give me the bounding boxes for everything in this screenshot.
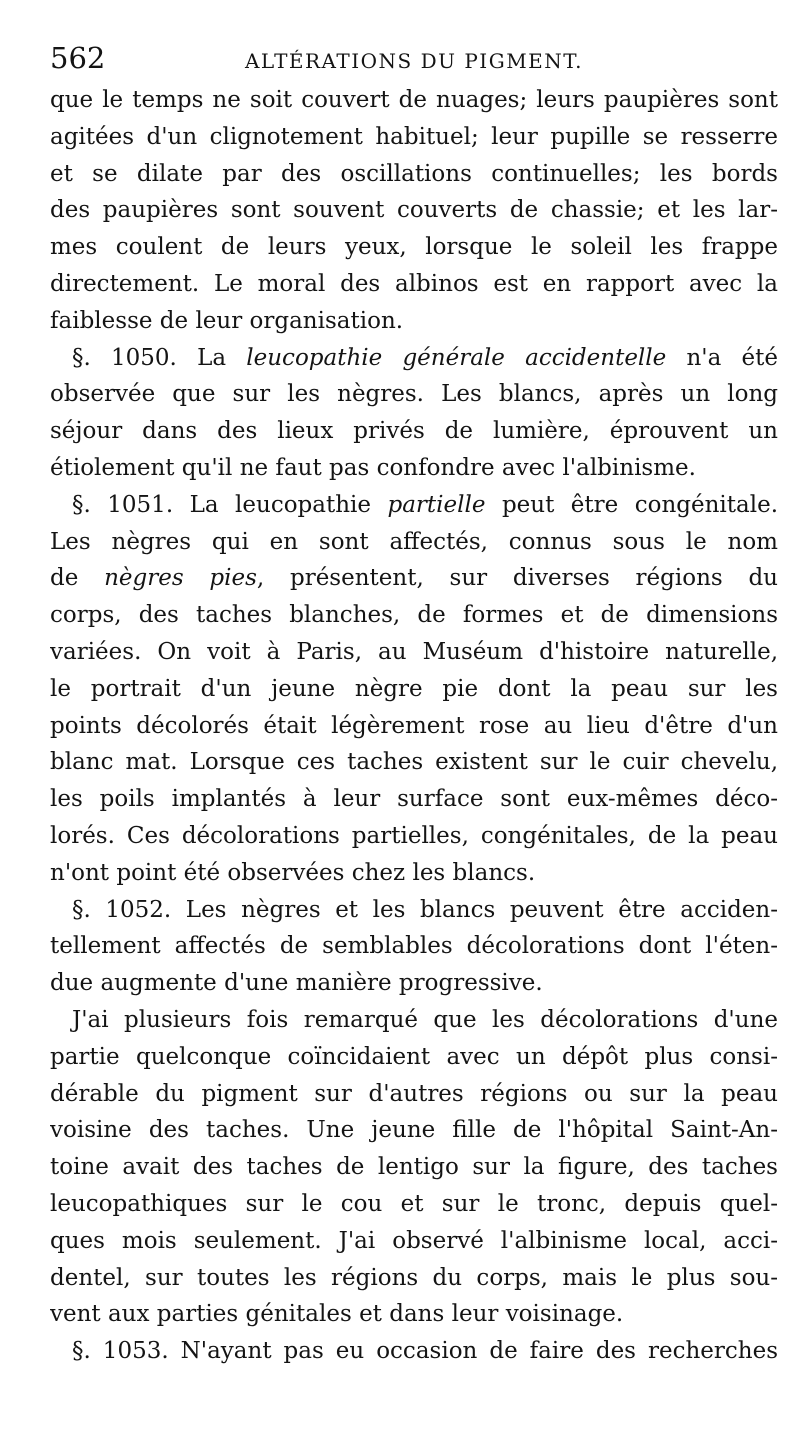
running-title: ALTÉRATIONS DU PIGMENT. xyxy=(244,49,584,73)
text-line xyxy=(50,634,778,671)
text-line xyxy=(50,1149,778,1186)
text-segment: leucopathiques sur le cou et sur le tronc, depuis quel- xyxy=(50,1190,778,1217)
text-segment: lorés. Ces décolorations partielles, congénitales, de la peau xyxy=(50,822,778,849)
text-line xyxy=(50,524,778,561)
text-line xyxy=(50,450,778,487)
text-segment: §. 1051. La leucopathie xyxy=(72,491,388,518)
text-segment: §. 1050. La xyxy=(72,344,247,371)
text-line xyxy=(50,192,778,229)
book-page xyxy=(50,38,778,1370)
text-line xyxy=(50,156,778,193)
text-line xyxy=(50,855,778,892)
text-segment: observée que sur les nègres. Les blancs, après un long xyxy=(50,381,778,408)
text-segment: Les nègres qui en sont affectés, connus sous le nom xyxy=(50,528,778,555)
text-segment: , présentent, sur diverses régions du xyxy=(256,565,778,592)
text-line xyxy=(50,781,778,818)
italic-phrase: nègres pies xyxy=(104,565,257,592)
text-line xyxy=(50,266,778,303)
text-line xyxy=(50,413,778,450)
text-line xyxy=(50,1333,778,1370)
text-segment: étiolement qu'il ne faut pas confondre avec l'albinisme. xyxy=(50,454,696,481)
text-segment: que le temps ne soit couvert de nuages; leurs paupières sont xyxy=(50,87,778,113)
text-segment: toine avait des taches de lentigo sur la figure, des taches xyxy=(50,1154,778,1181)
text-line xyxy=(50,892,778,929)
text-line xyxy=(50,303,778,340)
text-segment: vent aux parties génitales et dans leur voisinage. xyxy=(50,1301,624,1328)
text-segment: n'a été xyxy=(666,344,778,371)
running-head xyxy=(50,38,778,82)
text-line xyxy=(50,597,778,634)
text-line xyxy=(50,119,778,156)
text-segment: dentel, sur toutes les régions du corps, mais le plus sou- xyxy=(50,1264,778,1291)
text-segment: J'ai plusieurs fois remarqué que les décolorations d'une xyxy=(72,1006,778,1033)
text-segment: le portrait d'un jeune nègre pie dont la peau sur les xyxy=(50,675,778,702)
text-segment: points décolorés était légèrement rose au lieu d'être d'un xyxy=(50,712,778,739)
text-line xyxy=(50,82,778,119)
text-line xyxy=(50,1260,778,1297)
text-line xyxy=(50,560,778,597)
text-line xyxy=(50,229,778,266)
italic-phrase: leucopathie générale accidentelle xyxy=(246,344,667,371)
text-line xyxy=(50,744,778,781)
text-line xyxy=(50,1223,778,1260)
text-line xyxy=(50,1112,778,1149)
text-line xyxy=(50,1039,778,1076)
text-segment: des paupières sont souvent couverts de chassie; et les lar- xyxy=(50,197,778,224)
body-text xyxy=(50,82,778,1370)
text-segment: due augmente d'une manière progressive. xyxy=(50,970,543,997)
text-line xyxy=(50,671,778,708)
text-segment: n'ont point été observées chez les blancs. xyxy=(50,859,536,886)
text-segment: tellement affectés de semblables décolorations dont l'éten- xyxy=(50,933,778,960)
text-segment: et se dilate par des oscillations continuelles; les bords xyxy=(50,160,778,187)
text-line xyxy=(50,965,778,1002)
text-segment: ques mois seulement. J'ai observé l'albinisme local, acci- xyxy=(50,1227,778,1254)
text-line xyxy=(50,340,778,377)
text-segment: variées. On voit à Paris, au Muséum d'histoire naturelle, xyxy=(50,638,778,665)
text-segment: agitées d'un clignotement habituel; leur pupille se resserre xyxy=(50,123,778,150)
text-line xyxy=(50,1076,778,1113)
text-segment: voisine des taches. Une jeune fille de l'hôpital Saint-An- xyxy=(50,1117,778,1144)
text-line xyxy=(50,487,778,524)
text-segment: blanc mat. Lorsque ces taches existent sur le cuir chevelu, xyxy=(50,749,778,776)
text-segment: mes coulent de leurs yeux, lorsque le soleil les frappe xyxy=(50,234,778,261)
text-segment: partie quelconque coïncidaient avec un dépôt plus consi- xyxy=(50,1043,778,1070)
text-line xyxy=(50,376,778,413)
italic-phrase: partielle xyxy=(387,491,486,518)
text-segment: directement. Le moral des albinos est en rapport avec la xyxy=(50,270,778,297)
text-segment: séjour dans des lieux privés de lumière, éprouvent un xyxy=(50,418,778,445)
text-line xyxy=(50,928,778,965)
text-segment: peut être congénitale. xyxy=(485,491,778,518)
page-number: 562 xyxy=(50,41,106,75)
text-segment: les poils implantés à leur surface sont eux-mêmes déco- xyxy=(50,786,778,813)
text-segment: §. 1052. Les nègres et les blancs peuvent être acciden- xyxy=(72,896,778,923)
text-line xyxy=(50,708,778,745)
text-line xyxy=(50,1186,778,1223)
text-line xyxy=(50,1296,778,1333)
text-line xyxy=(50,1002,778,1039)
text-segment: corps, des taches blanches, de formes et de dimensions xyxy=(50,602,778,629)
text-segment: faiblesse de leur organisation. xyxy=(50,307,404,334)
text-segment: §. 1053. N'ayant pas eu occasion de faire des recherches xyxy=(72,1338,778,1365)
text-segment: dérable du pigment sur d'autres régions ou sur la peau xyxy=(50,1080,778,1107)
text-segment: de xyxy=(50,565,105,592)
text-line xyxy=(50,818,778,855)
